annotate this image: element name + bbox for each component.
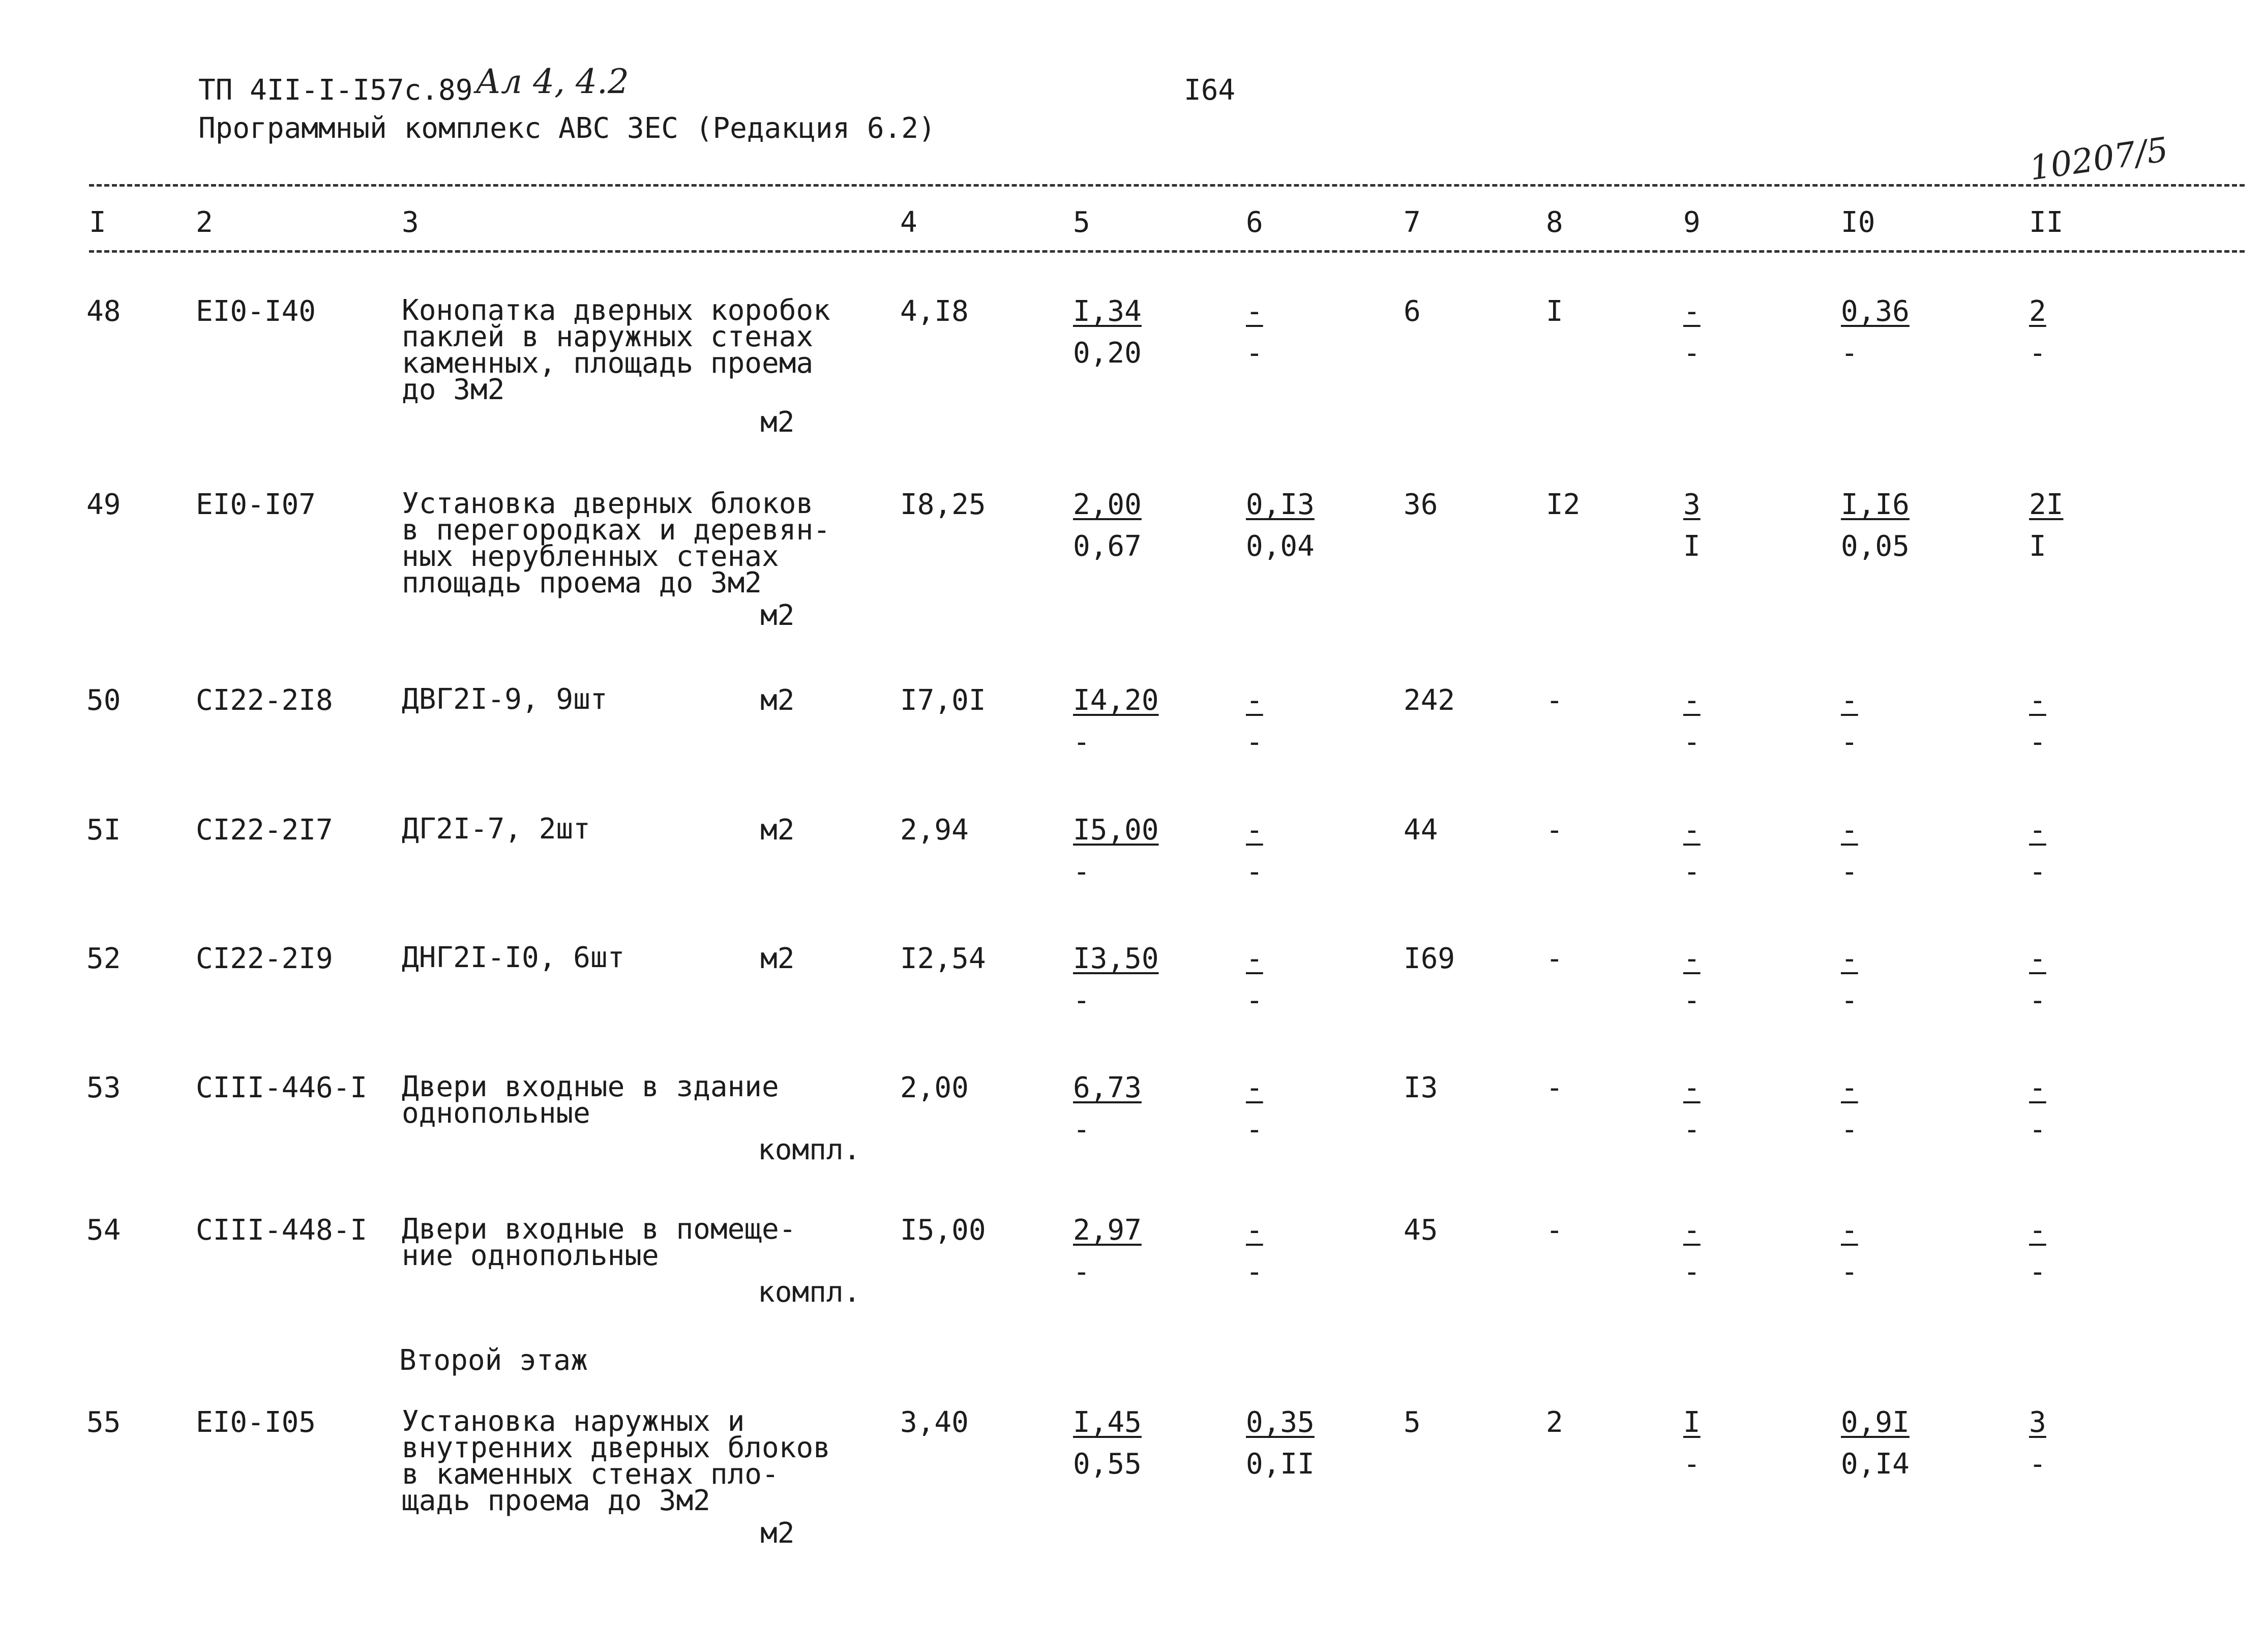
work-description: Двери входные в здание однопольные <box>402 1070 779 1130</box>
c9-fraction <box>1683 1071 1815 1146</box>
c11-bottom-value: - <box>2029 1113 2046 1146</box>
c6-bottom-value: - <box>1246 337 1263 370</box>
c9-fraction <box>1683 942 1815 1017</box>
c11-top-value: 3 <box>2029 1406 2046 1439</box>
c11-top-value: - <box>2029 684 2046 717</box>
c5-bottom-value: 0,67 <box>1073 530 1142 563</box>
work-description: Конопатка дверных коробок паклей в наружных стенах каменных, площадь проема до 3м2 <box>402 294 830 406</box>
c6-top-value: 0,I3 <box>1246 488 1315 521</box>
col8-value: - <box>1546 1214 1563 1247</box>
c6-bottom-value: 0,II <box>1246 1448 1315 1481</box>
norm-code: CI22-2I9 <box>196 942 333 975</box>
c10-fraction <box>1841 942 1973 1017</box>
software-line: Программный комплекс АВС 3ЕС (Редакция 6.2) <box>198 112 936 145</box>
c6-top-value: - <box>1246 814 1263 847</box>
c5-bottom-value: - <box>1073 855 1090 888</box>
c10-fraction <box>1841 1216 1973 1286</box>
row-number: 5I <box>86 814 121 847</box>
col8-value: - <box>1546 942 1563 975</box>
row-number: 48 <box>86 295 121 328</box>
c5-top-value: 6,73 <box>1073 1071 1142 1104</box>
norm-code: EI0-I05 <box>196 1406 316 1439</box>
c9-bottom-value: - <box>1683 1113 1701 1146</box>
work-description: Установка наружных и внутренних дверных блоков в каменных стенах пло- щадь проема до 3м2 <box>402 1405 830 1517</box>
column-header-5: 5 <box>1073 206 1090 239</box>
c9-top-value: - <box>1683 1214 1701 1247</box>
c11-bottom-value: - <box>2029 1448 2046 1481</box>
c5-bottom-value: 0,55 <box>1073 1448 1142 1481</box>
header-bottom-rule <box>89 250 2245 253</box>
c10-fraction <box>1841 686 1973 757</box>
c9-bottom-value: I <box>1683 530 1701 563</box>
c5-top-value: I4,20 <box>1073 684 1159 717</box>
col8-value: 2 <box>1546 1406 1563 1439</box>
col7-value: 44 <box>1404 814 1438 847</box>
c10-fraction <box>1841 297 1973 368</box>
column-header-3: 3 <box>402 206 419 239</box>
c5-fraction <box>1073 297 1205 368</box>
c5-top-value: 2,00 <box>1073 488 1142 521</box>
c11-bottom-value: - <box>2029 1255 2046 1288</box>
c5-bottom-value: 0,20 <box>1073 337 1142 370</box>
col7-value: 5 <box>1404 1406 1421 1439</box>
c10-fraction <box>1841 816 1973 886</box>
c10-top-value: - <box>1841 1214 1858 1247</box>
work-description: ДНГ2I-I0, 6шт <box>402 941 625 974</box>
c10-bottom-value: 0,05 <box>1841 530 1910 563</box>
c11-fraction <box>2029 297 2161 368</box>
row-number: 50 <box>86 684 121 717</box>
quantity: 3,40 <box>900 1406 969 1439</box>
work-description: Установка дверных блоков в перегородках и деревян- ных нерубленных стенах площадь проема до 3м2 <box>402 487 830 599</box>
c9-top-value: - <box>1683 684 1701 717</box>
document-code: ТП 4II-I-I57с.89 <box>198 74 473 107</box>
c11-fraction <box>2029 1408 2161 1479</box>
c5-fraction <box>1073 1216 1205 1286</box>
c9-bottom-value: - <box>1683 855 1701 888</box>
c9-fraction <box>1683 816 1815 886</box>
work-description: ДГ2I-7, 2шт <box>402 813 590 846</box>
c11-bottom-value: - <box>2029 984 2046 1017</box>
c9-bottom-value: - <box>1683 1448 1701 1481</box>
row-number: 53 <box>86 1071 121 1104</box>
c6-top-value: - <box>1246 684 1263 717</box>
c11-fraction <box>2029 942 2161 1017</box>
c11-top-value: - <box>2029 1071 2046 1104</box>
column-header-11: II <box>2029 206 2064 239</box>
c10-fraction <box>1841 1408 1973 1479</box>
c5-fraction <box>1073 1071 1205 1146</box>
column-header-1: I <box>89 206 106 239</box>
col8-value: I <box>1546 295 1563 328</box>
c11-fraction <box>2029 816 2161 886</box>
c9-fraction <box>1683 1216 1815 1286</box>
quantity: I7,0I <box>900 684 986 717</box>
c11-bottom-value: - <box>2029 337 2046 370</box>
column-header-8: 8 <box>1546 206 1563 239</box>
c11-bottom-value: I <box>2029 530 2046 563</box>
c10-top-value: - <box>1841 684 1858 717</box>
unit-label: компл. <box>758 1133 861 1166</box>
c10-top-value: - <box>1841 1071 1858 1104</box>
c9-top-value: - <box>1683 942 1701 975</box>
column-header-6: 6 <box>1246 206 1263 239</box>
quantity: 4,I8 <box>900 295 969 328</box>
c6-fraction <box>1246 1408 1378 1479</box>
c9-fraction <box>1683 488 1815 563</box>
c5-top-value: I,45 <box>1073 1406 1142 1439</box>
col7-value: 242 <box>1404 684 1455 717</box>
quantity: I2,54 <box>900 942 986 975</box>
col7-value: 45 <box>1404 1214 1438 1247</box>
c11-bottom-value: - <box>2029 726 2046 759</box>
work-description: ДВГ2I-9, 9шт <box>402 683 608 716</box>
row-number: 49 <box>86 488 121 521</box>
c6-top-value: - <box>1246 1214 1263 1247</box>
c11-top-value: - <box>2029 814 2046 847</box>
c11-top-value: - <box>2029 942 2046 975</box>
col8-value: - <box>1546 684 1563 717</box>
c10-bottom-value: - <box>1841 855 1858 888</box>
c10-fraction <box>1841 488 1973 563</box>
row-number: 54 <box>86 1214 121 1247</box>
c5-fraction <box>1073 1408 1205 1479</box>
quantity: 2,00 <box>900 1071 969 1104</box>
c6-top-value: - <box>1246 295 1263 328</box>
c6-fraction <box>1246 942 1378 1017</box>
work-description: Двери входные в помеще- ние однопольные <box>402 1213 796 1272</box>
c9-fraction <box>1683 686 1815 757</box>
c5-top-value: I5,00 <box>1073 814 1159 847</box>
unit-label: м2 <box>760 684 795 717</box>
c10-bottom-value: - <box>1841 984 1858 1017</box>
norm-code: CI22-2I8 <box>196 684 333 717</box>
col8-value: I2 <box>1546 488 1581 521</box>
inventory-note: 10207/5 <box>2026 130 2171 188</box>
unit-label: м2 <box>760 942 795 975</box>
norm-code: EI0-I07 <box>196 488 316 521</box>
c6-bottom-value: - <box>1246 726 1263 759</box>
c6-bottom-value: - <box>1246 984 1263 1017</box>
c5-bottom-value: - <box>1073 1113 1090 1146</box>
unit-label: м2 <box>760 599 795 632</box>
c11-fraction <box>2029 1216 2161 1286</box>
c11-top-value: - <box>2029 1214 2046 1247</box>
c9-bottom-value: - <box>1683 337 1701 370</box>
column-header-4: 4 <box>900 206 917 239</box>
section-heading: Второй этаж <box>399 1344 588 1377</box>
row-number: 52 <box>86 942 121 975</box>
c10-top-value: I,I6 <box>1841 488 1910 521</box>
c5-fraction <box>1073 488 1205 563</box>
unit-label: компл. <box>758 1276 861 1309</box>
c6-fraction <box>1246 686 1378 757</box>
norm-code: CI22-2I7 <box>196 814 333 847</box>
c6-fraction <box>1246 1216 1378 1286</box>
c9-bottom-value: - <box>1683 984 1701 1017</box>
c6-fraction <box>1246 816 1378 886</box>
c6-bottom-value: - <box>1246 1113 1263 1146</box>
c6-bottom-value: - <box>1246 1255 1263 1288</box>
c9-top-value: - <box>1683 295 1701 328</box>
col7-value: 6 <box>1404 295 1421 328</box>
c6-top-value: - <box>1246 942 1263 975</box>
c10-bottom-value: - <box>1841 337 1858 370</box>
c9-bottom-value: - <box>1683 726 1701 759</box>
c5-bottom-value: - <box>1073 726 1090 759</box>
c5-bottom-value: - <box>1073 1255 1090 1288</box>
c10-top-value: - <box>1841 942 1858 975</box>
col7-value: I3 <box>1404 1071 1438 1104</box>
c5-top-value: I3,50 <box>1073 942 1159 975</box>
c11-fraction <box>2029 686 2161 757</box>
c5-bottom-value: - <box>1073 984 1090 1017</box>
column-header-7: 7 <box>1404 206 1421 239</box>
c10-bottom-value: - <box>1841 1113 1858 1146</box>
col7-value: 36 <box>1404 488 1438 521</box>
col7-value: I69 <box>1404 942 1455 975</box>
norm-code: EI0-I40 <box>196 295 316 328</box>
c11-top-value: 2I <box>2029 488 2064 521</box>
unit-label: м2 <box>760 814 795 847</box>
col8-value: - <box>1546 814 1563 847</box>
header-top-rule <box>89 184 2245 187</box>
c10-bottom-value: - <box>1841 1255 1858 1288</box>
c11-bottom-value: - <box>2029 855 2046 888</box>
quantity: I5,00 <box>900 1214 986 1247</box>
c9-top-value: - <box>1683 1071 1701 1104</box>
c9-top-value: I <box>1683 1406 1701 1439</box>
row-number: 55 <box>86 1406 121 1439</box>
c9-fraction <box>1683 297 1815 368</box>
c11-fraction <box>2029 488 2161 563</box>
c10-top-value: - <box>1841 814 1858 847</box>
quantity: 2,94 <box>900 814 969 847</box>
album-note: Ал 4, 4.2 <box>475 62 629 101</box>
c6-top-value: 0,35 <box>1246 1406 1315 1439</box>
c11-fraction <box>2029 1071 2161 1146</box>
page-number: I64 <box>1184 74 1236 107</box>
norm-code: CIII-448-I <box>196 1214 368 1247</box>
c10-top-value: 0,9I <box>1841 1406 1910 1439</box>
c11-top-value: 2 <box>2029 295 2046 328</box>
c10-top-value: 0,36 <box>1841 295 1910 328</box>
column-header-9: 9 <box>1683 206 1701 239</box>
c5-fraction <box>1073 816 1205 886</box>
c5-fraction <box>1073 686 1205 757</box>
c10-fraction <box>1841 1071 1973 1146</box>
c10-bottom-value: - <box>1841 726 1858 759</box>
c9-top-value: 3 <box>1683 488 1701 521</box>
col8-value: - <box>1546 1071 1563 1104</box>
column-header-10: I0 <box>1841 206 1875 239</box>
unit-label: м2 <box>760 1517 795 1550</box>
c6-bottom-value: - <box>1246 855 1263 888</box>
c9-bottom-value: - <box>1683 1255 1701 1288</box>
c5-top-value: 2,97 <box>1073 1214 1142 1247</box>
c6-fraction <box>1246 1071 1378 1146</box>
column-header-2: 2 <box>196 206 213 239</box>
c6-fraction <box>1246 488 1378 563</box>
c10-bottom-value: 0,I4 <box>1841 1448 1910 1481</box>
c5-fraction <box>1073 942 1205 1017</box>
unit-label: м2 <box>760 406 795 439</box>
c5-top-value: I,34 <box>1073 295 1142 328</box>
norm-code: CIII-446-I <box>196 1071 368 1104</box>
c6-top-value: - <box>1246 1071 1263 1104</box>
c6-bottom-value: 0,04 <box>1246 530 1315 563</box>
quantity: I8,25 <box>900 488 986 521</box>
c9-top-value: - <box>1683 814 1701 847</box>
c9-fraction <box>1683 1408 1815 1479</box>
c6-fraction <box>1246 297 1378 368</box>
